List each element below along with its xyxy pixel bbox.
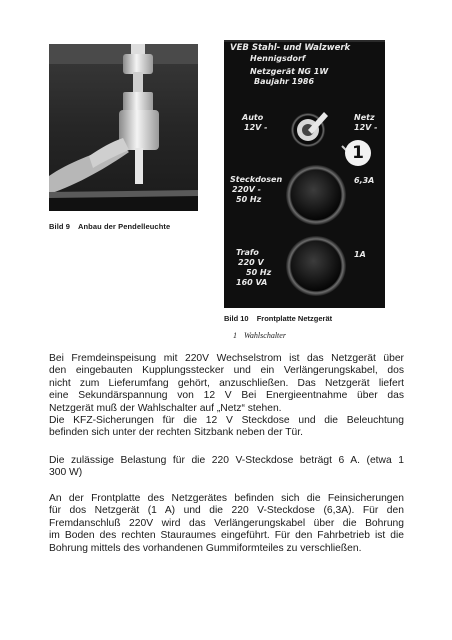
panel-header-location: Hennigsdorf xyxy=(250,54,306,63)
text-line: im Boden des rechten Stauraumes eingeführt. Für den Fahrbetrieb ist die xyxy=(49,530,404,542)
text-line: befinden sich unter der rechten Sitzbank neben der Tür. xyxy=(49,427,303,439)
figure10-legend-number: 1 xyxy=(233,331,237,340)
text-line: Netzgerät muß der Wahlschalter auf „Netz“ stehen. xyxy=(49,402,282,414)
panel-header-model: Netzgerät NG 1W xyxy=(250,67,329,76)
figure10-legend-text: Wahlschalter xyxy=(244,331,286,340)
panel-label-auto: Auto xyxy=(242,113,264,122)
text-line: eine Sekundärspannung von 12 V Bei Energieentnahme über das xyxy=(49,390,404,402)
panel-label-auto-voltage: 12V - xyxy=(244,123,268,132)
text-line: für dos Netzgerät (1 A) und die 220 V-Steckdose (6,3A). Für den xyxy=(49,505,404,517)
text-line: An der Frontplatte des Netzgerätes befinden sich die Feinsicherungen xyxy=(49,493,404,504)
panel-label-trafo: Trafo xyxy=(236,248,259,257)
text-line: nicht zum Lieferumfang gehört, anzuschließen. Das Netzgerät liefert xyxy=(49,377,404,389)
panel-label-trafo-voltage: 220 V xyxy=(238,258,264,267)
pendant-lamp-photo xyxy=(49,44,198,211)
text-line: Fremdanschluß 220V wird das Verlängerungskabel über die Bohrung xyxy=(49,517,404,529)
panel-label-netz-voltage: 12V - xyxy=(354,123,378,132)
figure10-caption-text: Frontplatte Netzgerät xyxy=(256,314,333,323)
text-line: 300 W) xyxy=(49,467,83,479)
panel-label-netz: Netz xyxy=(354,113,375,122)
paragraph-fuses xyxy=(49,493,404,555)
text-line: Die KFZ-Sicherungen für die 12 V Steckdose und die Beleuchtung xyxy=(49,415,404,427)
figure10-legend xyxy=(233,331,286,340)
panel-label-socket-voltage: 220V - xyxy=(232,185,261,194)
text-line: Bohrung mittels des vorhandenen Gummiformteiles zu verschließen. xyxy=(49,542,362,554)
text-line: Bei Fremdeinspeisung mit 220V Wechselstrom ist das Netzgerät über xyxy=(49,353,404,364)
panel-label-sockets: Steckdosen xyxy=(230,175,283,184)
figure10-caption-number: Bild 10 xyxy=(224,314,249,323)
paragraph-external-power xyxy=(49,353,404,440)
panel-label-trafo-frequency: 50 Hz xyxy=(246,268,272,277)
figure9-caption-text: Anbau der Pendelleuchte xyxy=(77,222,171,231)
figure9-caption-number: Bild 9 xyxy=(49,222,71,231)
panel-header-year: Baujahr 1986 xyxy=(254,77,315,86)
selector-switch-marker: 1 xyxy=(345,140,371,166)
figure10-caption xyxy=(224,314,332,323)
front-panel-photo xyxy=(224,40,385,308)
figure9-caption xyxy=(49,222,170,231)
panel-label-socket-frequency: 50 Hz xyxy=(236,195,262,204)
panel-label-trafo-power: 160 VA xyxy=(236,278,268,287)
text-line: den eingebauten Kupplungsstecker und ein Verlängerungskabel, dos xyxy=(49,365,404,377)
panel-label-trafo-fuse: 1A xyxy=(354,250,366,259)
paragraph-load-limit xyxy=(49,455,404,480)
text-line: Die zulässige Belastung für die 220 V-Steckdose beträgt 6 A. (etwa 1 xyxy=(49,455,404,466)
panel-header-maker: VEB Stahl- und Walzwerk xyxy=(230,43,351,53)
panel-label-socket-fuse: 6,3A xyxy=(354,176,375,185)
